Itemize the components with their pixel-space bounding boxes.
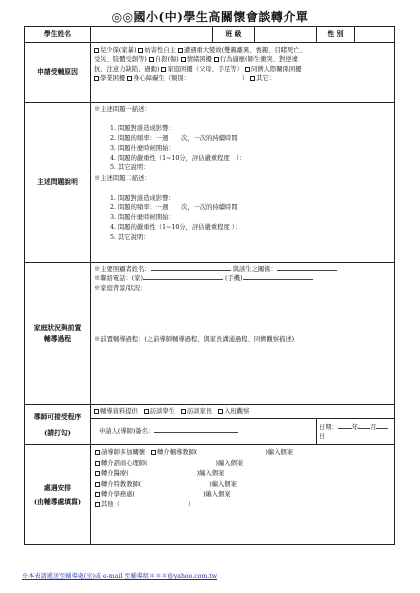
provide-records-checkbox[interactable] [94, 409, 99, 414]
main-problem-label: 主述問題說明 [25, 103, 91, 263]
reason-checkbox[interactable] [181, 57, 186, 62]
referral-options: 輔導資料提供 訪談學生 訪談家長 入班觀察 [91, 405, 395, 419]
referral-form-table [24, 26, 395, 545]
handling-row [25, 445, 395, 545]
interview-student-checkbox[interactable] [144, 409, 149, 414]
reason-checkbox[interactable] [94, 48, 99, 53]
handling-checkbox[interactable] [95, 482, 100, 487]
form-title: ◎◎國小(中)學生高關懷會談轉介單 [111, 10, 309, 24]
student-name-field[interactable] [91, 27, 213, 43]
handling-checkbox[interactable] [95, 461, 100, 466]
family-content[interactable]: ※主要照顧者姓名： 與該生之關係： ※聯絡電話：(家) (手機) ※家庭背景/狀況： ※前置輔導過程：(之前導師輔導過程、與家長溝通過程、同儕觀察描述) [91, 263, 395, 405]
main-problem-content[interactable]: ※主述問題一描述： 1. 問題對誰造成影響： 2. 問題的頻率：一週 次，一次的持續時間 3. 問題什麼時候開始： 4. 問題的嚴重性（1~10分，評估嚴重程度 ）： 5. 其它說明： ※主述問題二描述： 1. 問題對誰造成影響： 2. 問題的頻率：一週 次，一次的持續時間 3. 問題什麼時候開始： 4. 問題的嚴重性（1~10分，評估嚴重程度 ）： 5. 其它說明： [91, 103, 395, 263]
relation-field[interactable] [277, 269, 337, 271]
student-info-row [25, 27, 395, 43]
reason-checkbox[interactable] [94, 76, 99, 81]
handling-checkbox[interactable] [151, 450, 156, 455]
reason-checkbox[interactable] [214, 57, 219, 62]
referral-options-row [25, 405, 395, 419]
reason-checkbox[interactable] [178, 48, 183, 53]
footer-note: ※本表請遞送至輔導處(室)或 e-mail 至輔導組＊＊＊@yahoo.com.tw [22, 573, 218, 580]
home-phone-field[interactable] [143, 278, 223, 280]
handling-checkbox[interactable] [95, 492, 100, 497]
handling-label: 處遇安排 (由輔導處填寫) [25, 445, 91, 545]
referral-label: 導師可接受程序 (請打勾) [25, 405, 91, 445]
reason-checkbox[interactable] [149, 57, 154, 62]
caretaker-field[interactable] [151, 269, 231, 271]
handling-checkbox[interactable] [95, 450, 100, 455]
handling-checkbox[interactable] [95, 471, 100, 476]
family-row [25, 263, 395, 405]
class-observation-checkbox[interactable] [218, 409, 223, 414]
reason-checkbox[interactable] [245, 67, 250, 72]
reasons-label: 申請受輔原因 [25, 43, 91, 103]
class-field[interactable] [255, 27, 317, 43]
family-background: ※家庭背景/狀況： [94, 284, 147, 292]
mobile-field[interactable] [243, 278, 313, 280]
interview-parent-checkbox[interactable] [181, 409, 186, 414]
prior-counseling: ※前置輔導過程：(之前導師輔導過程、與家長溝通過程、同儕觀察描述) [94, 336, 295, 344]
gender-field[interactable] [355, 27, 395, 43]
applicant-signature[interactable]: 申請人(導師)簽名： [91, 419, 317, 445]
reason-checkbox[interactable] [250, 76, 255, 81]
footer-email-link[interactable]: ＊＊＊@yahoo.com.tw [149, 573, 218, 580]
reasons-row [25, 43, 395, 103]
handling-checkbox[interactable] [95, 502, 100, 507]
date-field[interactable]: 日期： 年 月日 [317, 419, 395, 445]
student-name-label: 學生姓名 [25, 27, 91, 43]
problem-1-title: ※主述問題一描述： [94, 106, 151, 113]
reason-checkbox[interactable] [161, 67, 166, 72]
problem-2-title: ※主述問題二描述： [94, 175, 151, 183]
family-label: 家庭狀況與前置 輔導過程 [25, 263, 91, 405]
gender-label: 性 別 [317, 27, 355, 43]
class-label: 班 級 [213, 27, 255, 43]
main-problem-row [25, 103, 395, 263]
reason-checkbox[interactable] [127, 76, 132, 81]
reasons-options: 兒少保(家暴) 妨害性自主 遭遇重大變故(雙親離異、喪親、目睹死亡、 受災、肢體受創等) 自殺(傷) 情緒困擾 行為適應(師生衝突、對逆違 抗、注意力缺陷、過動) 家庭困擾（父母、手足等） 同儕人際關係困擾 學業困擾 身心障礙生（類別： ） 其它： [91, 43, 395, 103]
handling-options: 請導師多加關懷 轉介輔導教師( )編入個案 轉介諮商心理師( )編入個案 轉介醫療( )編入個案 轉介特教教師( )編入個案 轉介學務處( )編入個案 其他（ ） [91, 445, 395, 545]
reason-checkbox[interactable] [138, 48, 143, 53]
